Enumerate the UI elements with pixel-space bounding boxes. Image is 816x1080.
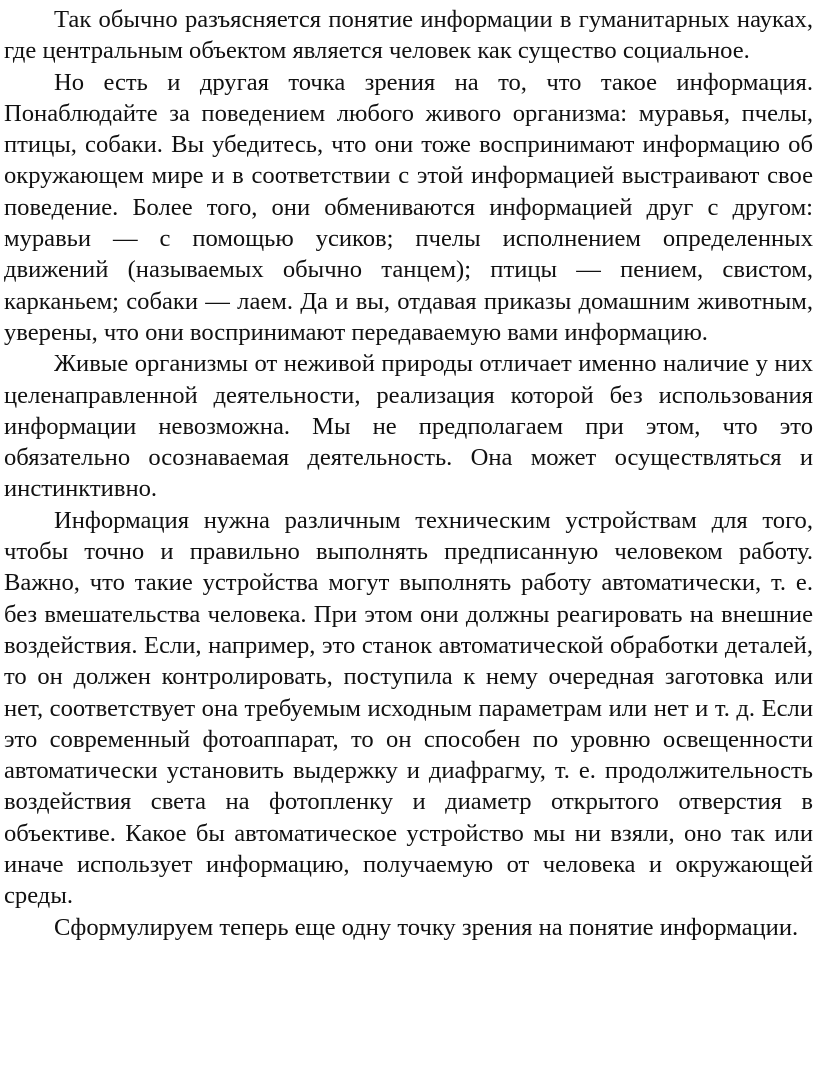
paragraph-1: Так обычно разъясняется понятие информации в гуманитарных науках, где центральным объектом является человек как существо социальное. (4, 6, 813, 65)
paragraph-2: Но есть и другая точка зрения на то, что такое информация. Понаблюдайте за поведением любого живого организма: муравья, пчелы, птицы, собаки. Вы убедитесь, что они тоже воспринимают информацию об окружающем мире и в соответствии с этой информацией выстраивают свое поведение. Более того, они обмениваются информацией друг с другом: муравьи — с помощью усиков; пчелы исполнением определенных движений (называемых обычно танцем); птицы — пением, свистом, карканьем; собаки — лаем. Да и вы, отдавая приказы домашним животным, уверены, что они воспринимают передаваемую вами информацию. (4, 68, 813, 346)
paragraph-3: Живые организмы от неживой природы отличает именно наличие у них целенаправленной деятельности, реализация которой без использования информации невозможна. Мы не предполагаем при этом, что это обязательно осознаваемая деятельность. Она может осуществляться и инстинктивно. (4, 350, 813, 503)
paragraph-4: Информация нужна различным техническим устройствам для того, чтобы точно и правильно выполнять предписанную человеком работу. Важно, что такие устройства могут выполнять работу автоматически, т. е. без вмешательства человека. При этом они должны реагировать на внешние воздействия. Если, например, это станок автоматической обработки деталей, то он должен контролировать, поступила к нему очередная заготовка или нет, соответствует она требуемым исходным параметрам или нет и т. д. Если это современный фотоаппарат, то он способен по уровню освещенности автоматически установить выдержку и диафрагму, т. е. продолжительность воздействия света на фотопленку и диаметр открытого отверстия в объективе. Какое бы автоматическое устройство мы ни взяли, оно так или иначе использует информацию, получаемую от человека и окружающей среды. (4, 506, 813, 910)
paragraph-5: Сформулируем теперь еще одну точку зрения на понятие информации. (54, 913, 799, 941)
